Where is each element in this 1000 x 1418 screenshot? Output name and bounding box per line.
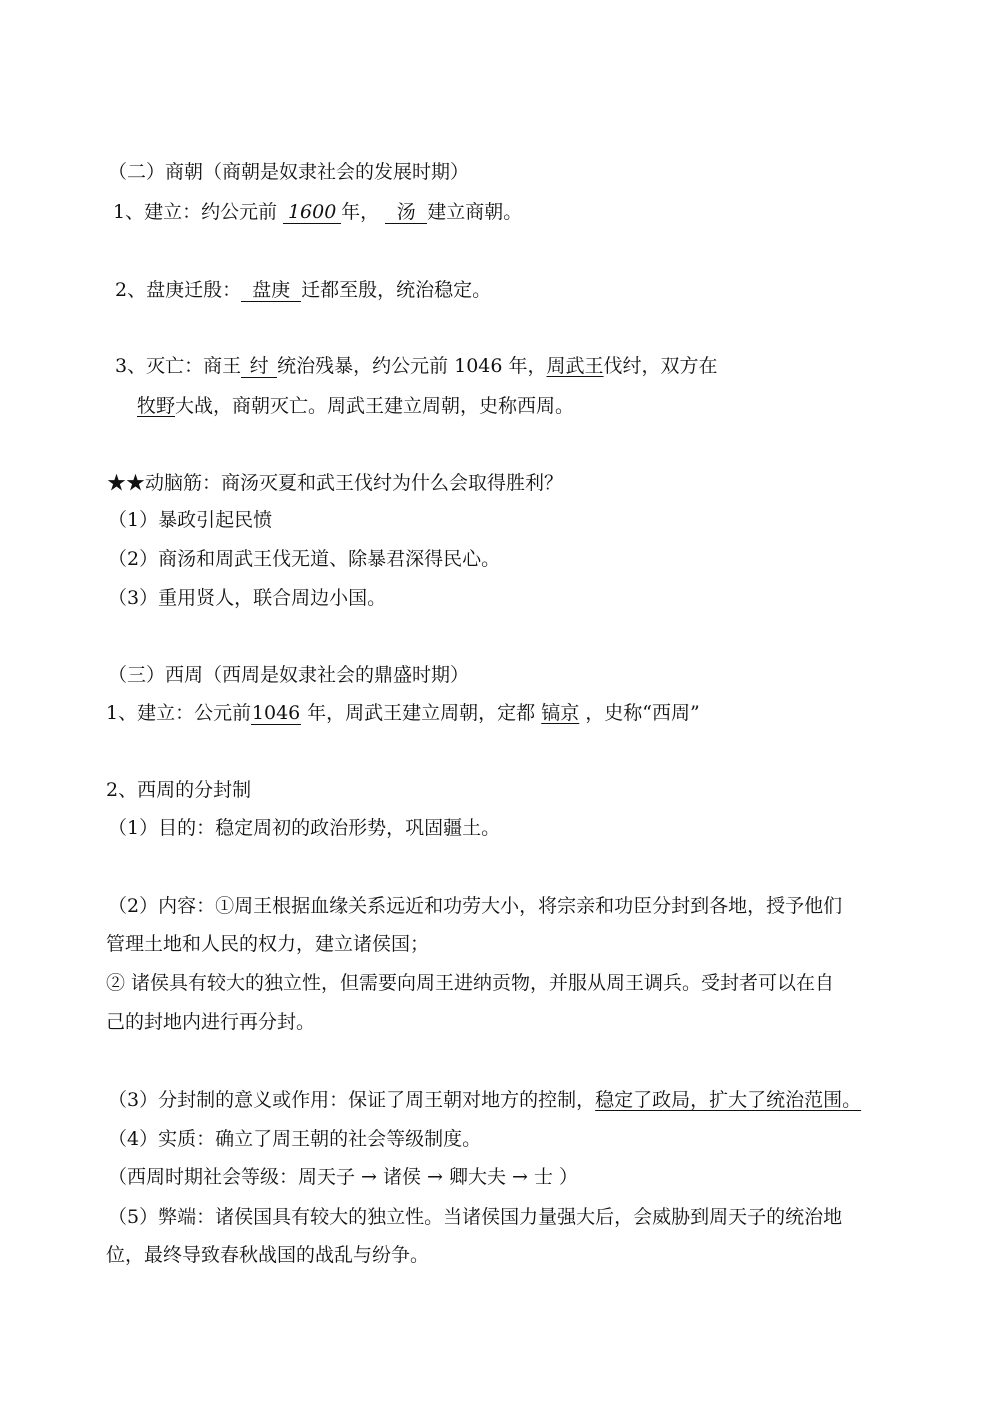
shang-item-3-continued-suffix: 大战，商朝灭亡。周武王建立周朝，史称西周。: [175, 395, 575, 417]
fengjian-content-line-1: （2）内容：①周王根据血缘关系远近和功劳大小，将宗亲和功臣分封到各地，授予他们: [108, 895, 843, 917]
fengjian-essence: （4）实质：确立了周王朝的社会等级制度。: [108, 1128, 482, 1150]
shang-item-1-mid: 年，: [341, 201, 380, 223]
fengjian-purpose: （1）目的：稳定周初的政治形势，巩固疆土。: [108, 817, 501, 839]
shang-item-3-attacker: 周武王: [546, 355, 604, 377]
xizhou-item-1-capital: 镐京: [541, 702, 580, 724]
shang-item-1-prefix: 1、建立：约公元前: [113, 201, 278, 223]
fengjian-content-line-2: 管理土地和人民的权力，建立诸侯国；: [106, 933, 430, 955]
fengjian-drawback-line-1: （5）弊端：诸侯国具有较大的独立性。当诸侯国力量强大后，会威胁到周天子的统治地: [108, 1206, 843, 1228]
fengjian-content-line-3: ② 诸侯具有较大的独立性，但需要向周王进纳贡物，并服从周王调兵。受封者可以在自: [106, 972, 835, 994]
social-hierarchy: （西周时期社会等级：周天子 → 诸侯 → 卿大夫 → 士 ）: [108, 1166, 579, 1188]
think-question: ★★动脑筋：商汤灭夏和武王伐纣为什么会取得胜利？: [107, 472, 564, 494]
fengjian-significance-underlined: 稳定了政局，扩大了统治范围。: [595, 1089, 862, 1111]
fengjian-content-line-4: 己的封地内进行再分封。: [106, 1011, 316, 1033]
xizhou-item-1-prefix: 1、建立：公元前: [106, 702, 252, 724]
shang-item-1: [113, 199, 522, 225]
think-answer-3: （3）重用贤人，联合周边小国。: [108, 587, 387, 609]
shang-item-1-year: 1600: [283, 201, 341, 224]
fengjian-significance: [108, 1087, 861, 1113]
xizhou-item-1-suffix: ，史称“西周”: [585, 702, 700, 724]
shang-item-3-prefix: 3、灭亡：商王: [115, 355, 242, 377]
shang-heading: （二）商朝（商朝是奴隶社会的发展时期）: [108, 161, 470, 183]
shang-item-3: [115, 353, 718, 379]
xizhou-item-1-mid: 年，周武王建立周朝，定都: [307, 702, 536, 724]
think-answer-2: （2）商汤和周武王伐无道、除暴君深得民心。: [108, 548, 501, 570]
shang-item-2-person: 盘庚: [241, 279, 301, 302]
shang-item-2-prefix: 2、盘庚迁殷：: [115, 279, 242, 301]
fengjian-significance-prefix: （3）分封制的意义或作用：保证了周王朝对地方的控制，: [108, 1089, 596, 1111]
shang-item-2-suffix: 迁都至殷，统治稳定。: [301, 279, 492, 301]
shang-item-3-suffix: 伐纣，双方在: [603, 355, 718, 377]
shang-item-2: [115, 277, 491, 303]
shang-item-3-mid: 统治残暴，约公元前 1046 年，: [277, 355, 547, 377]
fengjian-drawback-line-2: 位，最终导致春秋战国的战乱与纷争。: [106, 1244, 430, 1266]
xizhou-heading: （三）西周（西周是奴隶社会的鼎盛时期）: [108, 664, 470, 686]
shang-item-3-place: 牧野: [137, 395, 176, 417]
shang-item-3-continued: [137, 393, 574, 419]
xizhou-item-2-title: 2、西周的分封制: [106, 779, 252, 801]
xizhou-item-1-year: 1046: [251, 702, 301, 724]
shang-item-3-king: 纣: [241, 355, 277, 378]
think-answer-1: （1）暴政引起民愤: [108, 509, 273, 531]
xizhou-item-1: [106, 700, 700, 726]
shang-item-1-suffix: 建立商朝。: [427, 201, 523, 223]
shang-item-1-person: 汤: [385, 201, 427, 224]
